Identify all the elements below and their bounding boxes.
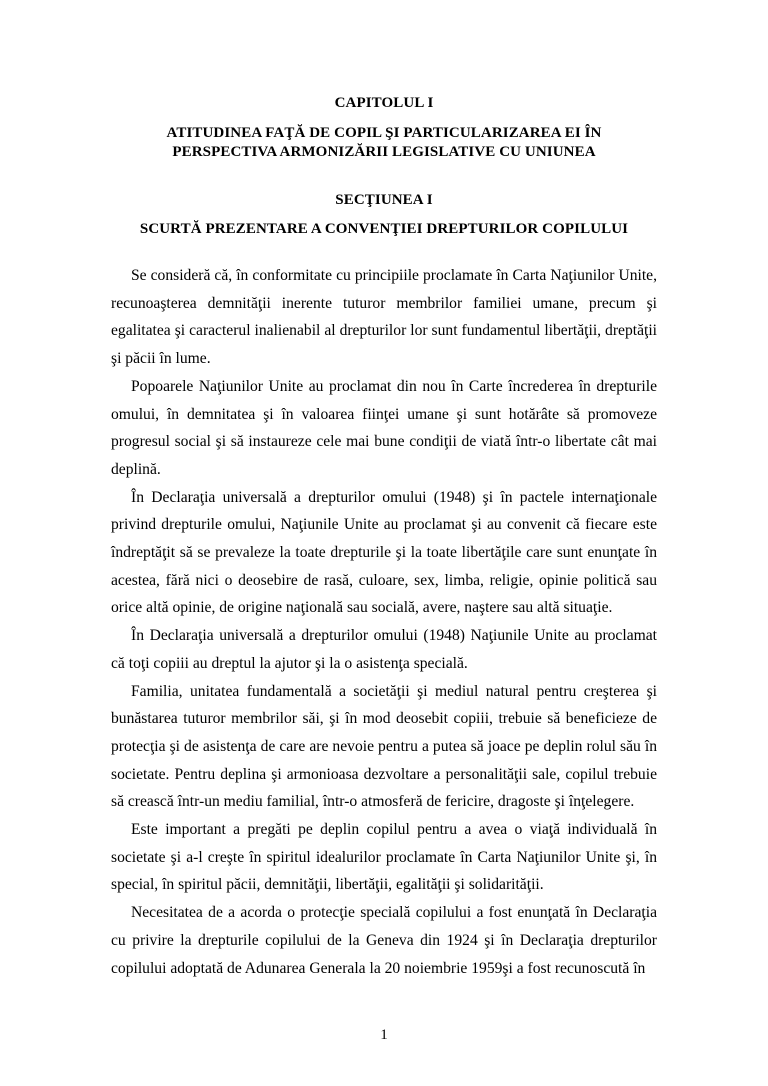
section-title: SCURTĂ PREZENTARE A CONVENŢIEI DREPTURILOR COPILULUI bbox=[139, 221, 629, 237]
paragraph-6: Este important a pregăti pe deplin copilul pentru a avea o viaţă individuală în societate şi a-l creşte în spiritul idealurilor proclamate în Carta Naţiunilor Unite şi, în special, în spiritul păcii, demnităţii, libertăţii, egalităţii şi solidarităţii. bbox=[111, 821, 657, 894]
paragraph-4: În Declaraţia universală a drepturilor omului (1948) Naţiunile Unite au proclamat că toţi copiii au dreptul la ajutor şi la o asistenţa specială. bbox=[111, 627, 657, 672]
chapter-label: CAPITOLUL I bbox=[334, 95, 434, 111]
paragraph-3: În Declaraţia universală a drepturilor omului (1948) şi în pactele internaţionale privind drepturile omului, Naţiunile Unite au proclamat şi au convenit că fiecare este îndreptăţit să se prevaleze la toate drepturile şi la toate libertăţile care sunt enunţate în acestea, fără nici o deosebire de rasă, culoare, sex, limba, religie, opinie politică sau orice altă opinie, de origine naţională sau socială, avere, naştere sau altă situaţie. bbox=[111, 488, 657, 617]
chapter-title-line-1: ATITUDINEA FAŢĂ DE COPIL ŞI PARTICULARIZAREA EI ÎN bbox=[166, 125, 602, 141]
paragraph-7: Necesitatea de a acorda o protecţie specială copilului a fost enunţată în Declaraţia cu privire la drepturile copilului de la Geneva din 1924 şi în Declaraţia drepturilor copilului adoptată de Adunarea Generala la 20 noiembrie 1959şi a fost recunoscută în bbox=[111, 904, 657, 977]
paragraph-1: Se consideră că, în conformitate cu principiile proclamate în Carta Naţiunilor Unite, recunoaşterea demnităţii inerente tuturor membrilor familiei umane, precum şi egalitatea şi caracterul inalienabil al drepturilor lor sunt fundamentul libertăţii, dreptăţii şi păcii în lume. bbox=[111, 267, 657, 368]
chapter-title-line-2: PERSPECTIVA ARMONIZĂRII LEGISLATIVE CU UNIUNEA bbox=[172, 144, 596, 160]
body-text bbox=[111, 262, 657, 982]
section-label: SECŢIUNEA I bbox=[335, 192, 433, 208]
paragraph-2: Popoarele Naţiunilor Unite au proclamat din nou în Carte încrederea în drepturile omului, în demnitatea şi în valoarea fiinţei umane şi sunt hotărâte să promoveze progresul social şi să instaureze cele mai bune condiţii de viată într-o libertate cât mai deplină. bbox=[111, 377, 657, 478]
paragraph-5: Familia, unitatea fundamentală a societăţii şi mediul natural pentru creşterea şi bunăstarea tuturor membrilor săi, şi în mod deosebit copiii, trebuie să beneficieze de protecţia şi de asistenţa de care are nevoie pentru a putea să joace pe deplin rolul său în societate. Pentru deplina şi armonioasa dezvoltare a personalităţii sale, copilul trebuie să crească într-un mediu familial, într-o atmosferă de fericire, dragoste şi înţelegere. bbox=[111, 682, 657, 811]
page-number: 1 bbox=[380, 1027, 388, 1043]
